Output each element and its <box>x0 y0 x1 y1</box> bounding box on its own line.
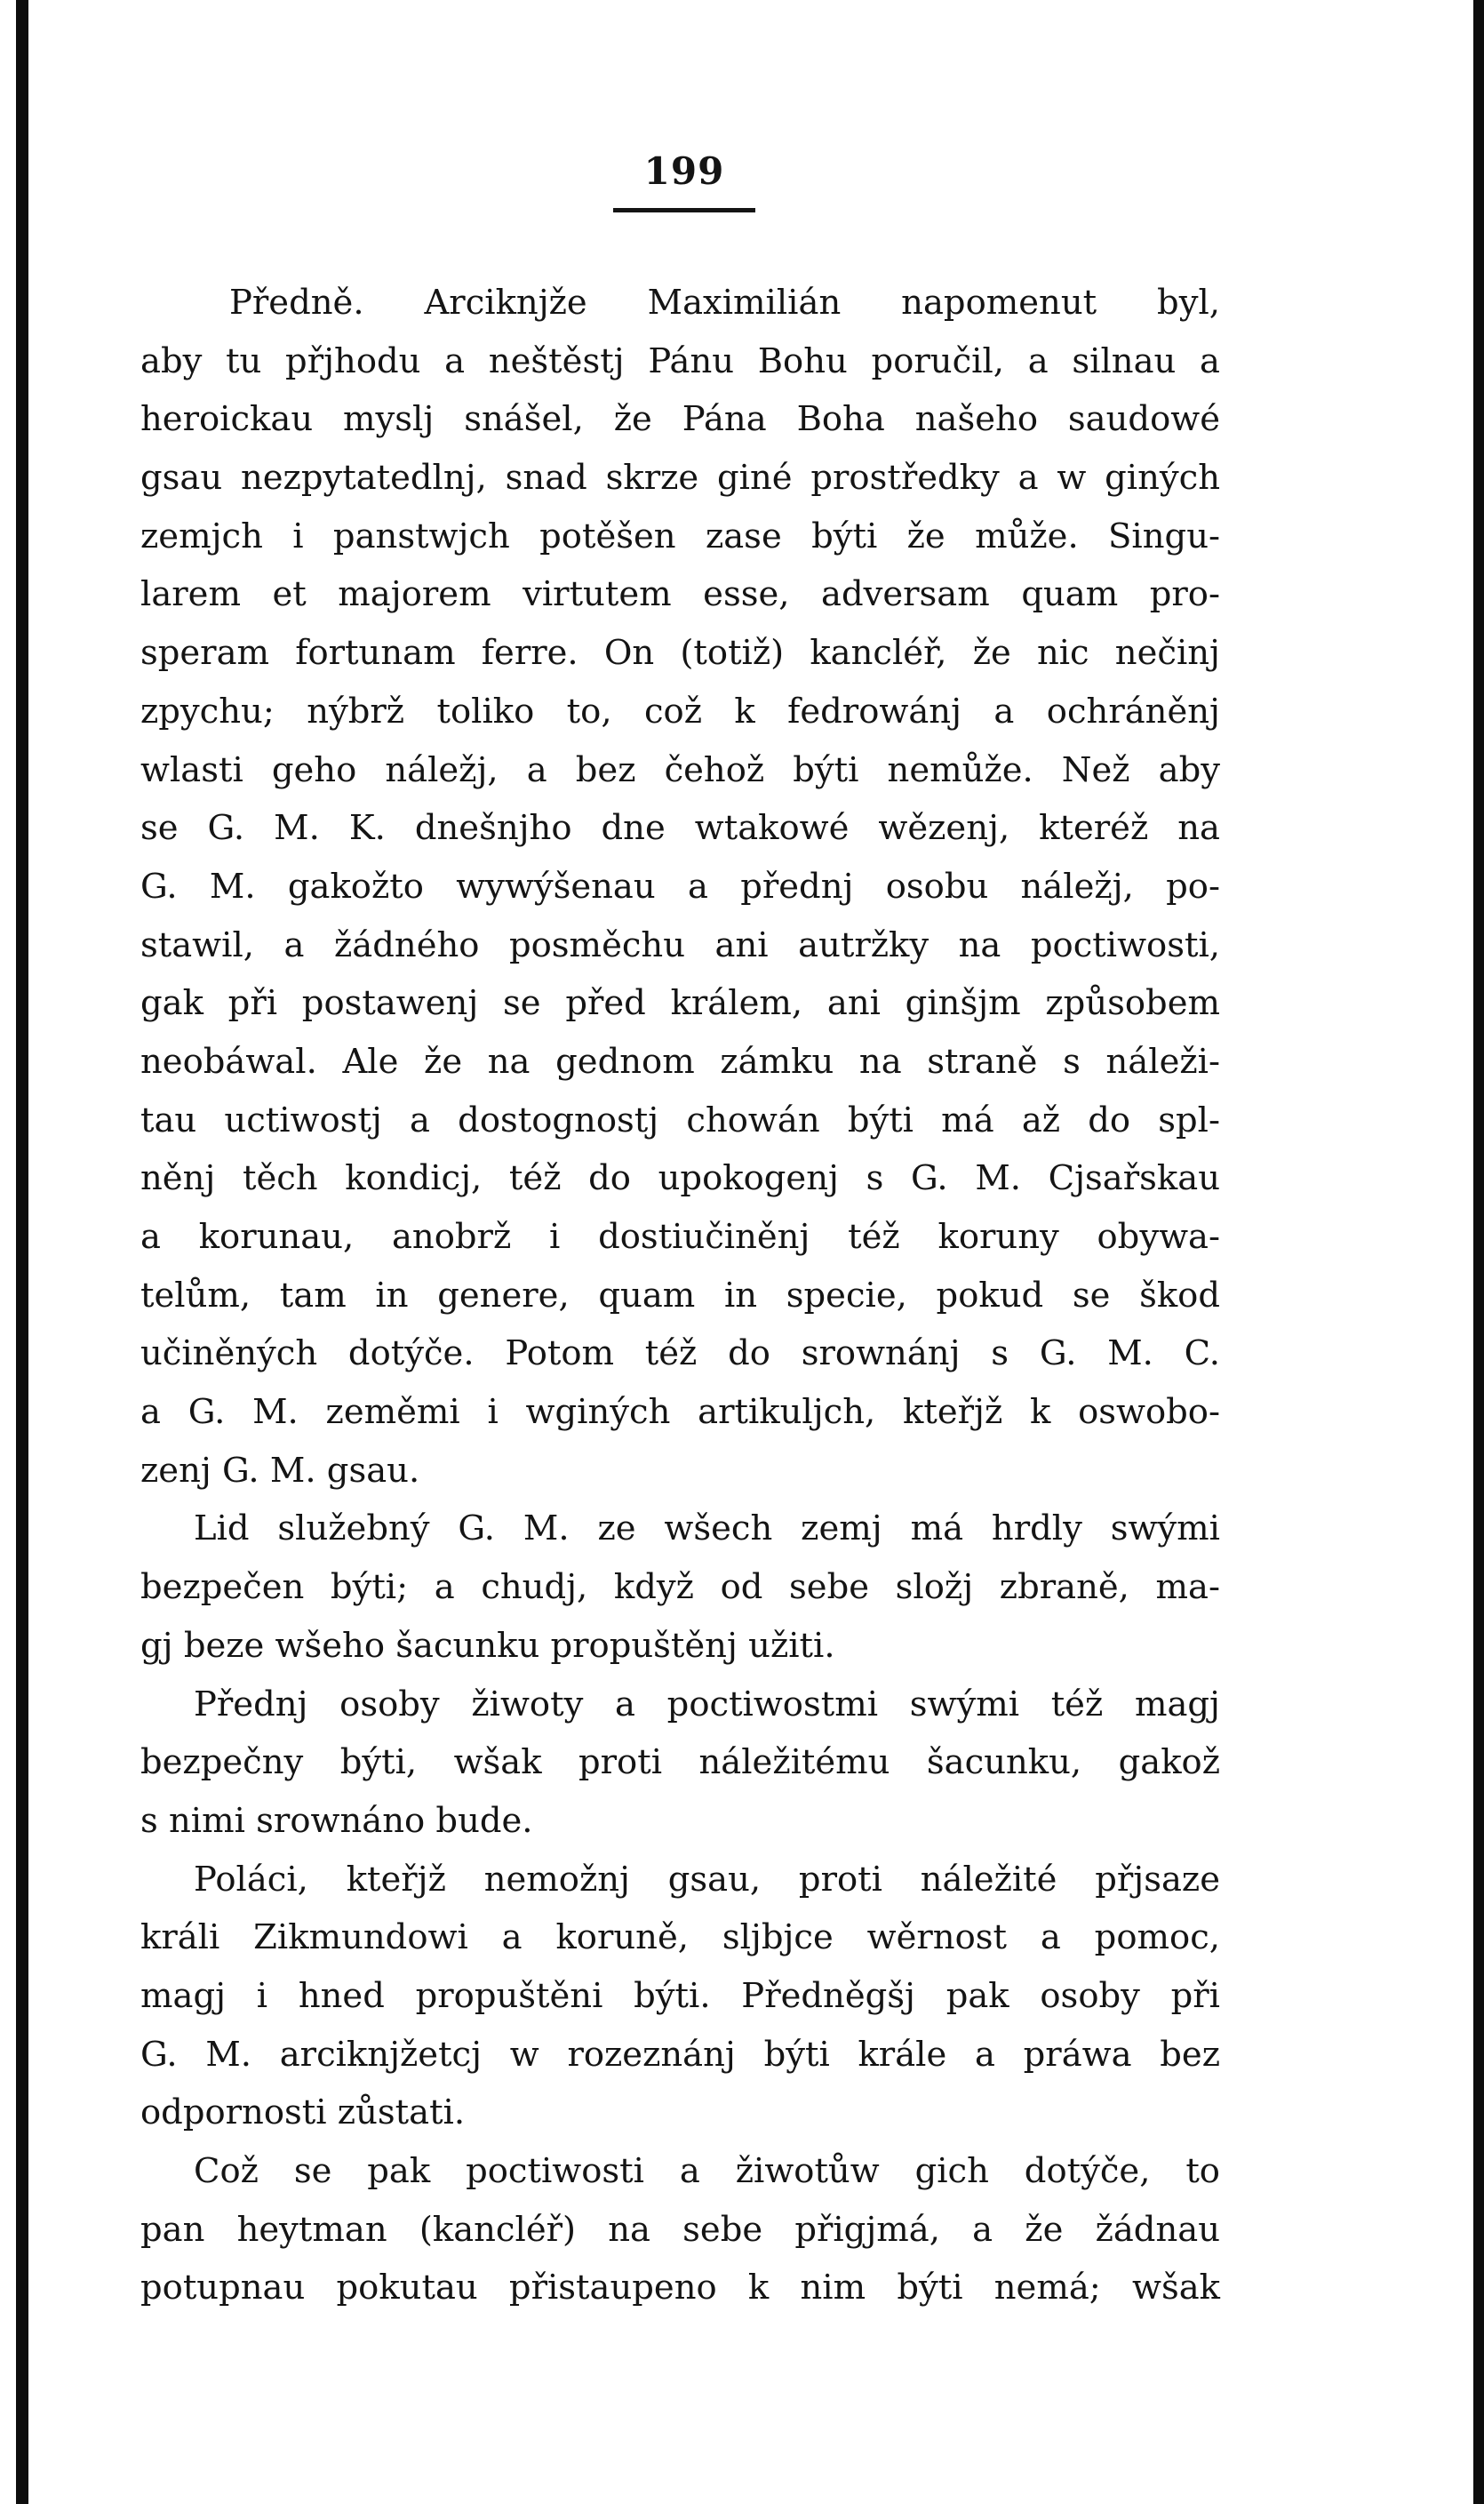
text-line: s nimi srownáno bude. <box>140 1800 533 1841</box>
text-line: neobáwal. Ale že na gednom zámku na straně s náleži- <box>140 1041 1220 1082</box>
text-line: pan heytman (kancléř) na sebe přigjmá, a že žádnau <box>140 2209 1220 2250</box>
text-line: G. M. gakožto wywýšenau a přednj osobu náležj, po- <box>140 866 1220 907</box>
text-line: Což se pak poctiwosti a žiwotůw gich dotýče, to <box>194 2151 1220 2191</box>
page-number-underline <box>613 208 755 212</box>
text-line: wlasti geho náležj, a bez čehož býti nemůže. Než aby <box>140 749 1220 790</box>
text-line: a korunau, anobrž i dostiučiněnj též koruny obywa- <box>140 1217 1220 1257</box>
text-line: zenj G. M. gsau. <box>140 1450 420 1491</box>
scan-edge-right <box>1473 0 1484 2504</box>
text-line: heroickau myslj snášel, že Pána Boha našeho saudowé <box>140 399 1220 440</box>
text-line: G. M. arciknjžetcj w rozeznánj býti krále a práwa bez <box>140 2034 1220 2075</box>
text-line: Přednj osoby žiwoty a poctiwostmi swými též magj <box>194 1684 1220 1724</box>
text-line: telům, tam in genere, quam in specie, pokud se škod <box>140 1275 1220 1316</box>
text-line: potupnau pokutau přistaupeno k nim býti nemá; wšak <box>140 2268 1220 2308</box>
text-line: stawil, a žádného posměchu ani autržky na poctiwosti, <box>140 924 1220 965</box>
text-line: Lid služebný G. M. ze wšech zemj má hrdly swými <box>194 1508 1220 1549</box>
text-line: se G. M. K. dnešnjho dne wtakowé wězenj, kteréž na <box>140 808 1220 849</box>
text-line: tau uctiwostj a dostognostj chowán býti má až do spl- <box>140 1100 1220 1140</box>
text-line: něnj těch kondicj, též do upokogenj s G. M. Cjsařskau <box>140 1158 1220 1199</box>
text-body <box>140 274 1220 2317</box>
text-line: aby tu přjhodu a neštěstj Pánu Bohu poručil, a silnau a <box>140 340 1220 381</box>
text-line: bezpečen býti; a chudj, když od sebe složj zbraně, ma- <box>140 1567 1220 1608</box>
text-line: králi Zikmundowi a koruně, sljbjce wěrnost a pomoc, <box>140 1917 1220 1958</box>
text-line: gsau nezpytatedlnj, snad skrze giné prostředky a w giných <box>140 458 1220 499</box>
text-line: a G. M. zeměmi i wginých artikuljch, kteřjž k oswobo- <box>140 1392 1220 1433</box>
text-line: učiněných dotýče. Potom též do srownánj s G. M. C. <box>140 1333 1220 1374</box>
text-line: odpornosti zůstati. <box>140 2092 466 2133</box>
text-line: zpychu; nýbrž toliko to, což k fedrowánj a ochráněnj <box>140 691 1220 732</box>
text-line: bezpečny býti, wšak proti náležitému šacunku, gakož <box>140 1742 1220 1783</box>
text-line: speram fortunam ferre. On (totiž) kancléř, že nic nečinj <box>140 633 1220 674</box>
page-number: 199 <box>643 149 725 193</box>
text-line: gj beze wšeho šacunku propuštěnj užiti. <box>140 1625 835 1666</box>
text-line: zemjch i panstwjch potěšen zase býti že může. Singu- <box>140 516 1220 556</box>
text-line: gak při postawenj se před králem, ani ginšjm způsobem <box>140 983 1220 1024</box>
text-line: larem et majorem virtutem esse, adversam quam pro- <box>140 574 1220 615</box>
text-line: Poláci, kteřjž nemožnj gsau, proti náležité přjsaze <box>194 1859 1220 1900</box>
text-line: Předně. Arciknjže Maximilián napomenut byl, <box>229 283 1220 323</box>
text-line: magj i hned propuštěni býti. Předněgšj pak osoby při <box>140 1975 1220 2016</box>
scan-edge-left <box>16 0 28 2504</box>
